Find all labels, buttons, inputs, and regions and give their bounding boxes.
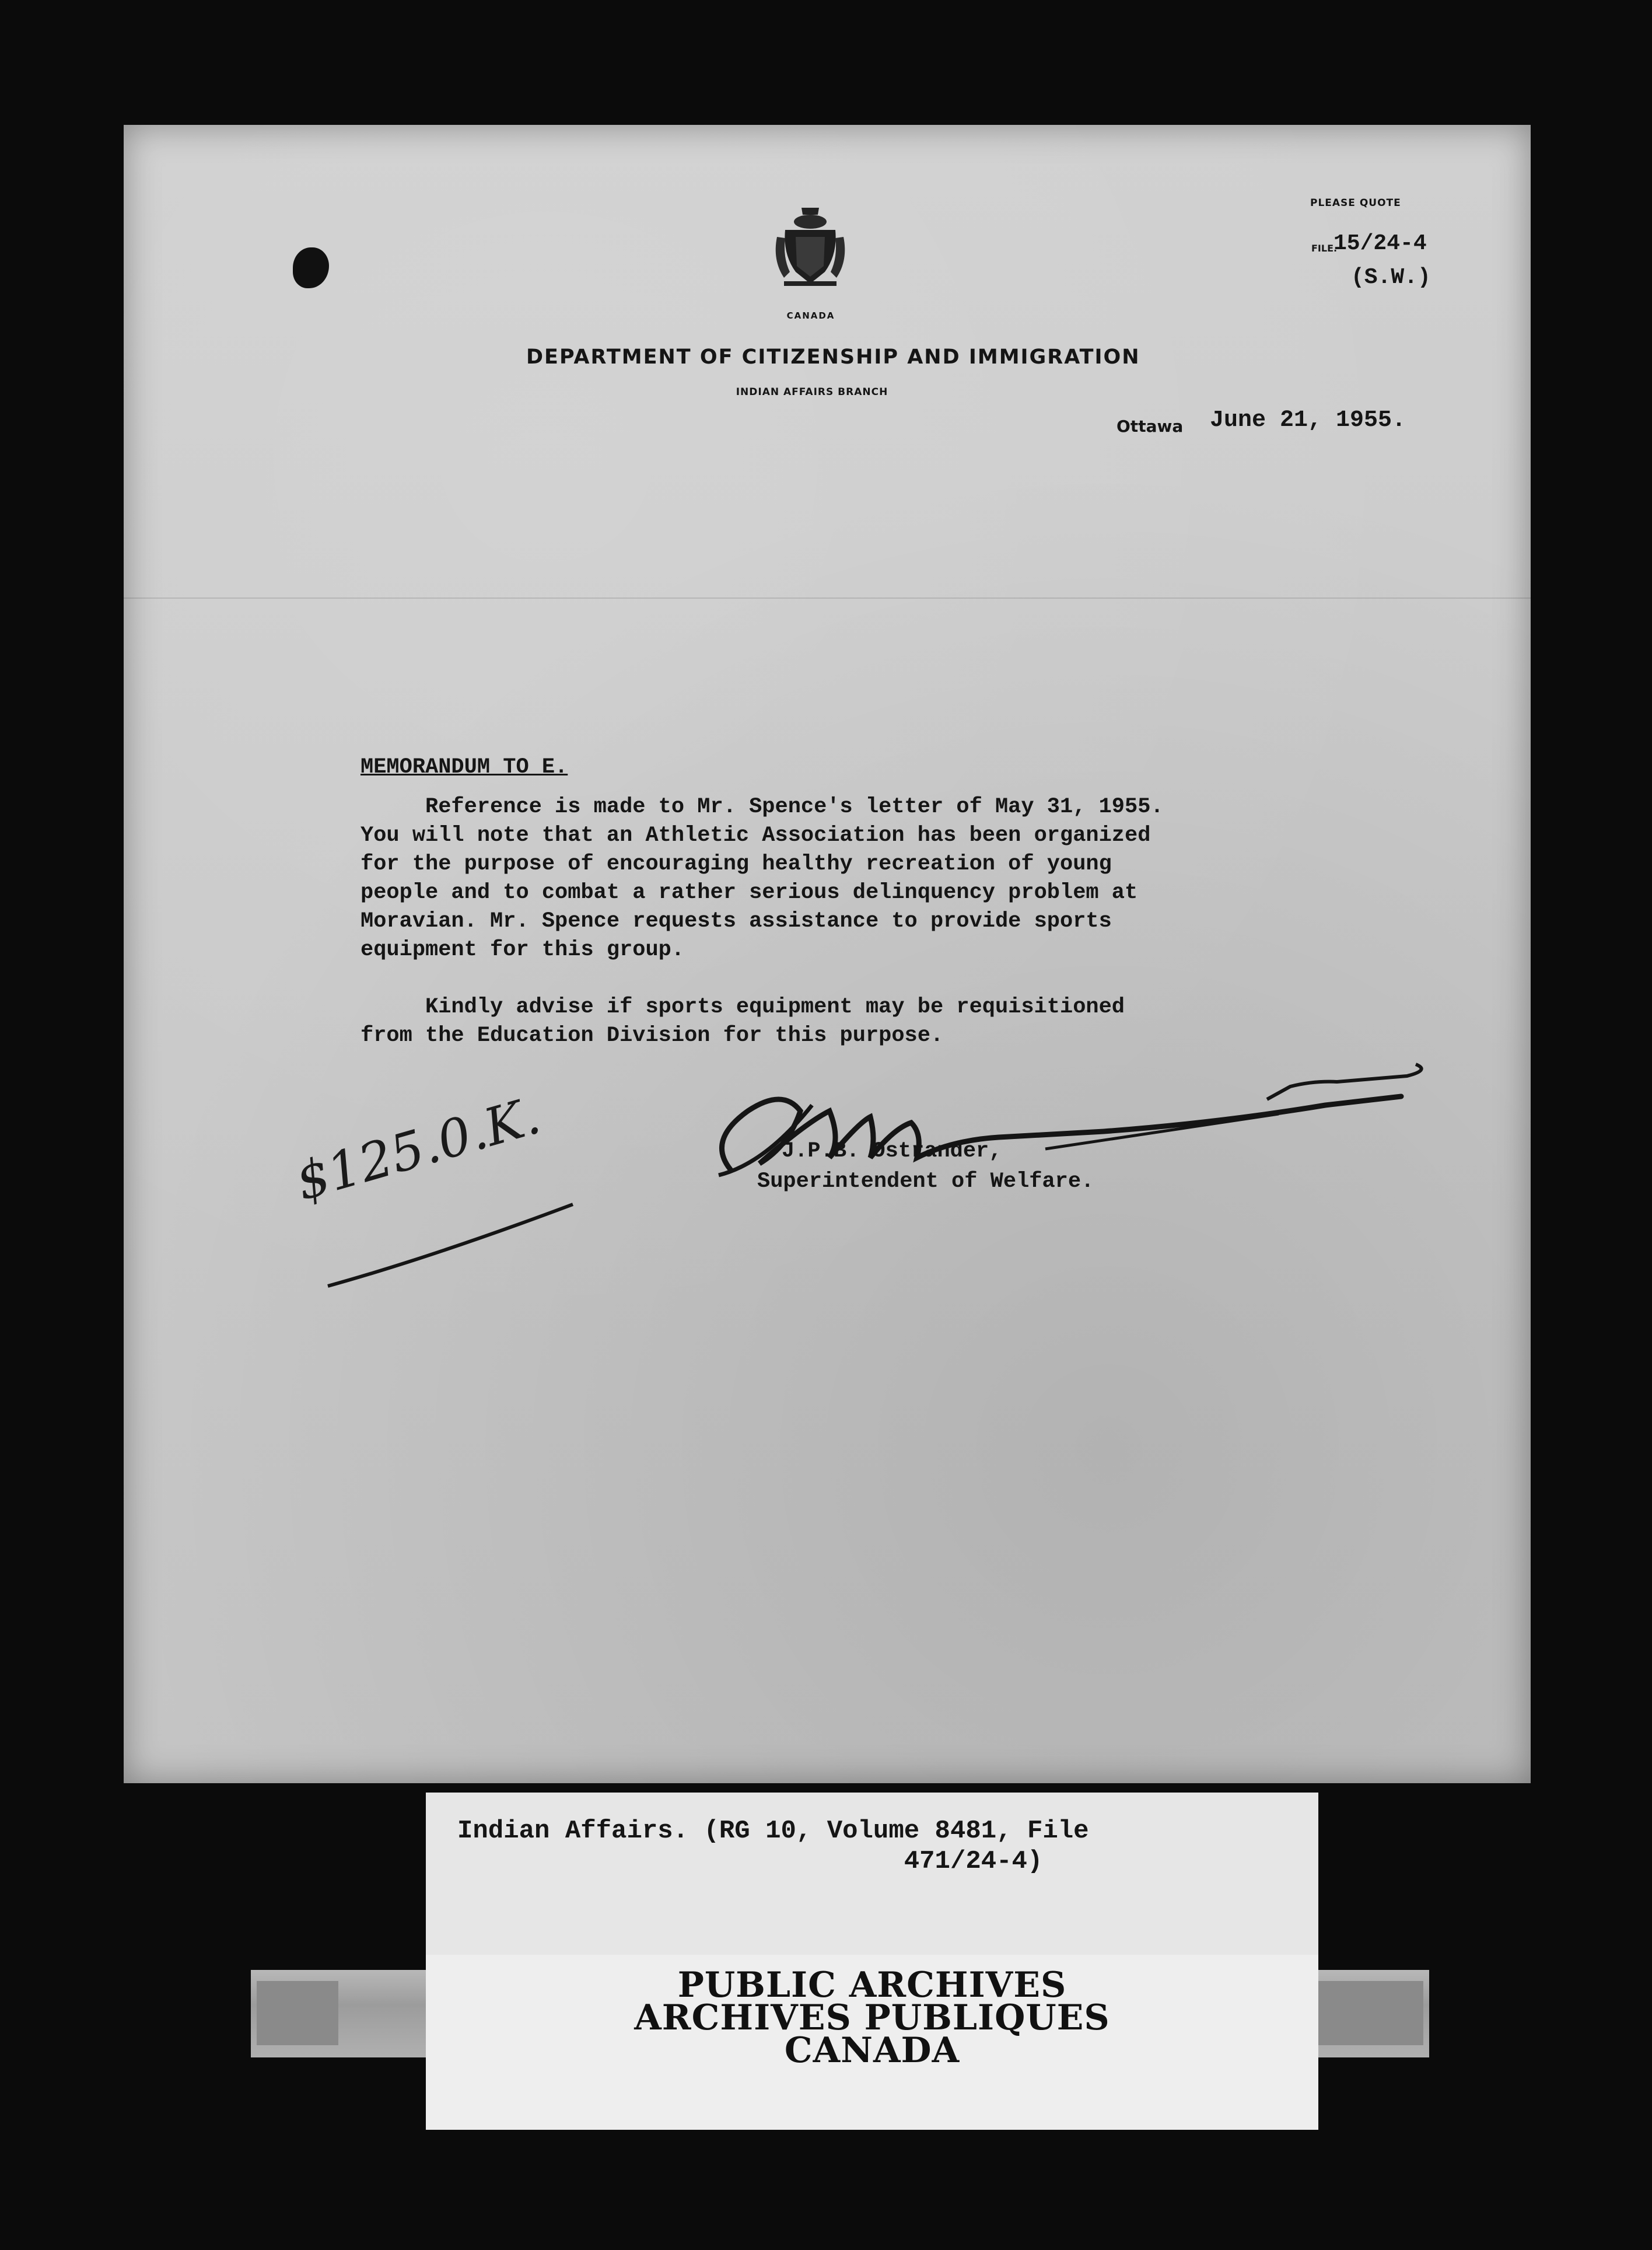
- please-quote-label: PLEASE QUOTE: [1310, 197, 1401, 209]
- archive-stamp-line: CANADA: [784, 2030, 960, 2071]
- body-line: Reference is made to Mr. Spence's letter of May 31, 1955.: [360, 795, 1164, 819]
- archive-reference-card: [426, 1793, 1318, 1956]
- tape-edge: [1318, 1981, 1423, 2045]
- signatory-title: Superintendent of Welfare.: [757, 1169, 1094, 1194]
- tape-edge: [257, 1981, 338, 2045]
- body-line: people and to combat a rather serious delinquency problem at: [360, 881, 1138, 905]
- body-line: equipment for this group.: [360, 938, 685, 962]
- body-line: from the Education Division for this purpose.: [360, 1023, 944, 1048]
- memo-date: June 21, 1955.: [1210, 407, 1406, 434]
- file-label: FILE.: [1311, 243, 1338, 254]
- memo-heading: MEMORANDUM TO E.: [360, 755, 568, 780]
- punch-hole: [293, 247, 329, 288]
- body-line: for the purpose of encouraging healthy recreation of young: [360, 852, 1112, 876]
- department-name: DEPARTMENT OF CITIZENSHIP AND IMMIGRATION: [526, 345, 1140, 369]
- file-subnumber: (S.W.): [1351, 265, 1431, 290]
- signatory-name: J.P.B. Ostrander,: [782, 1139, 1002, 1164]
- file-number: 15/24-4: [1334, 231, 1427, 256]
- coat-of-arms-icon: [772, 202, 848, 289]
- archive-stamp: [426, 1955, 1318, 2130]
- paper-fold-line: [124, 598, 1531, 599]
- memo-page: [124, 125, 1531, 1783]
- body-line: You will note that an Athletic Association has been organized: [360, 823, 1151, 848]
- branch-name: INDIAN AFFAIRS BRANCH: [736, 386, 888, 398]
- body-line: Moravian. Mr. Spence requests assistance to provide sports: [360, 909, 1112, 934]
- archive-stamp-line: ARCHIVES PUBLIQUES: [634, 1997, 1110, 2038]
- handwritten-underline: [316, 1199, 579, 1292]
- archive-reference-line: 471/24-4): [457, 1847, 1043, 1876]
- place-label: Ottawa: [1116, 417, 1184, 436]
- country-label: CANADA: [786, 310, 835, 321]
- archive-stamp-line: PUBLIC ARCHIVES: [677, 1965, 1067, 2006]
- body-line: Kindly advise if sports equipment may be requisitioned: [360, 995, 1125, 1019]
- archive-reference-line: Indian Affairs. (RG 10, Volume 8481, File: [457, 1816, 1089, 1846]
- handwritten-note: $125.0.K.: [289, 1085, 547, 1212]
